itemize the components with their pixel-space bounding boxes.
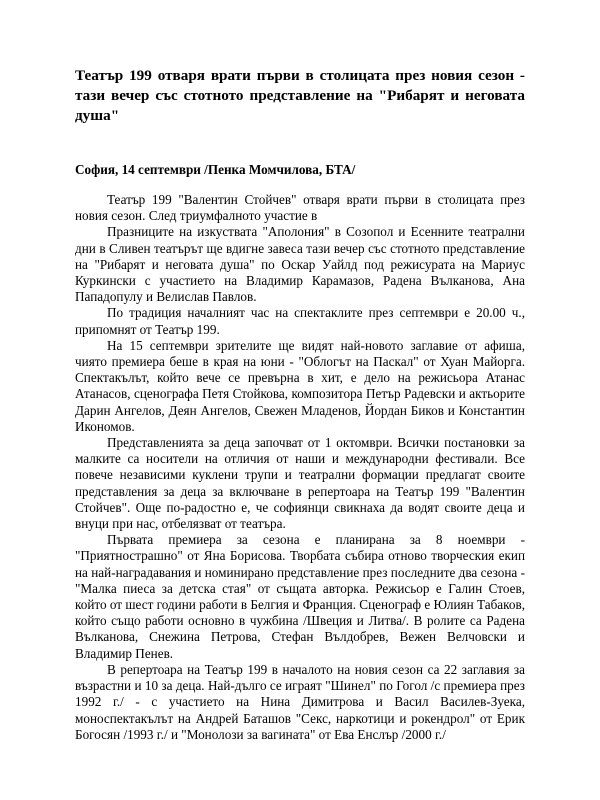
paragraph: Първата премиера за сезона е планирана за 8 ноември - "Приятнострашно" от Яна Борисова. Творбата събира отново творческия екип на най-наградавания и номинирано представление през последните два сезона - "Малка пиеса за детска стая" от същата авторка. Режисьор е Галин Стоев, който от шест години работи в Белгия и Франция. Сценограф е Юлиян Табаков, който също работи основно в чужбина /Швеция и Литва/. В ролите са Радена Вълканова, Снежина Петрова, Стефан Вълдобрев, Вежен Велчовски и Владимир Пенев. <box>75 532 525 661</box>
paragraph: Представленията за деца започват от 1 октомври. Всички постановки за малките са носители на отличия от наши и международни фестивали. Все повече независими куклени трупи и театрални формации предлагат своите представления за деца за включване в репертоара на Театър 199 "Валентин Стойчев". Още по-радостно е, че софиянци свикнаха да водят своите деца и внуци при нас, отбелязват от театъра. <box>75 435 525 532</box>
paragraph: В репертоара на Театър 199 в началото на новия сезон са 22 заглавия за възрастни и 10 за деца. Най-дълго се играят "Шинел" по Гогол /с премиера през 1992 г./ - с участието на Нина Димитрова и Васил Василев-Зуека, моноспектакълът на Андрей Баташов "Секс, наркотици и рокендрол" от Ерик Богосян /1993 г./ и "Монолози за вагината" от Ева Енслър /2000 г./ <box>75 661 525 742</box>
paragraph: На 15 септември зрителите ще видят най-новото заглавие от афиша, чиято премиера беше в края на юни - "Облогът на Паскал" от Хуан Майорга. Спектакълът, който вече се превърна в хит, е дело на режисьора Атанас Атанасов, сценографа Петя Стойкова, композитора Петър Радевски и актьорите Дарин Ангелов, Деян Ангелов, Свежен Младенов, Йордан Биков и Константин Икономов. <box>75 337 525 434</box>
paragraph: По традиция началният час на спектаклите през септември е 20.00 ч., припомнят от Театър 199. <box>75 305 525 337</box>
article-dateline: София, 14 септември /Пенка Момчилова, БТА/ <box>75 162 356 177</box>
paragraph: Празниците на изкуствата "Аполония" в Созопол и Есенните театрални дни в Сливен театърът ще вдигне завеса тази вечер със стотното представление на "Рибарят и неговата душа" по Оскар Уайлд под режисурата на Мариус Куркински с участието на Владимир Карамазов, Радена Вълканова, Ана Пападопулу и Велислав Павлов. <box>75 224 525 305</box>
article-headline: Театър 199 отваря врати първи в столицата през новия сезон - тази вечер със стотното представление на "Рибарят и неговата душа" <box>75 67 525 124</box>
article-body <box>75 192 525 743</box>
paragraph: Театър 199 "Валентин Стойчев" отваря врати първи в столицата през новия сезон. След триумфалното участие в <box>75 192 525 224</box>
